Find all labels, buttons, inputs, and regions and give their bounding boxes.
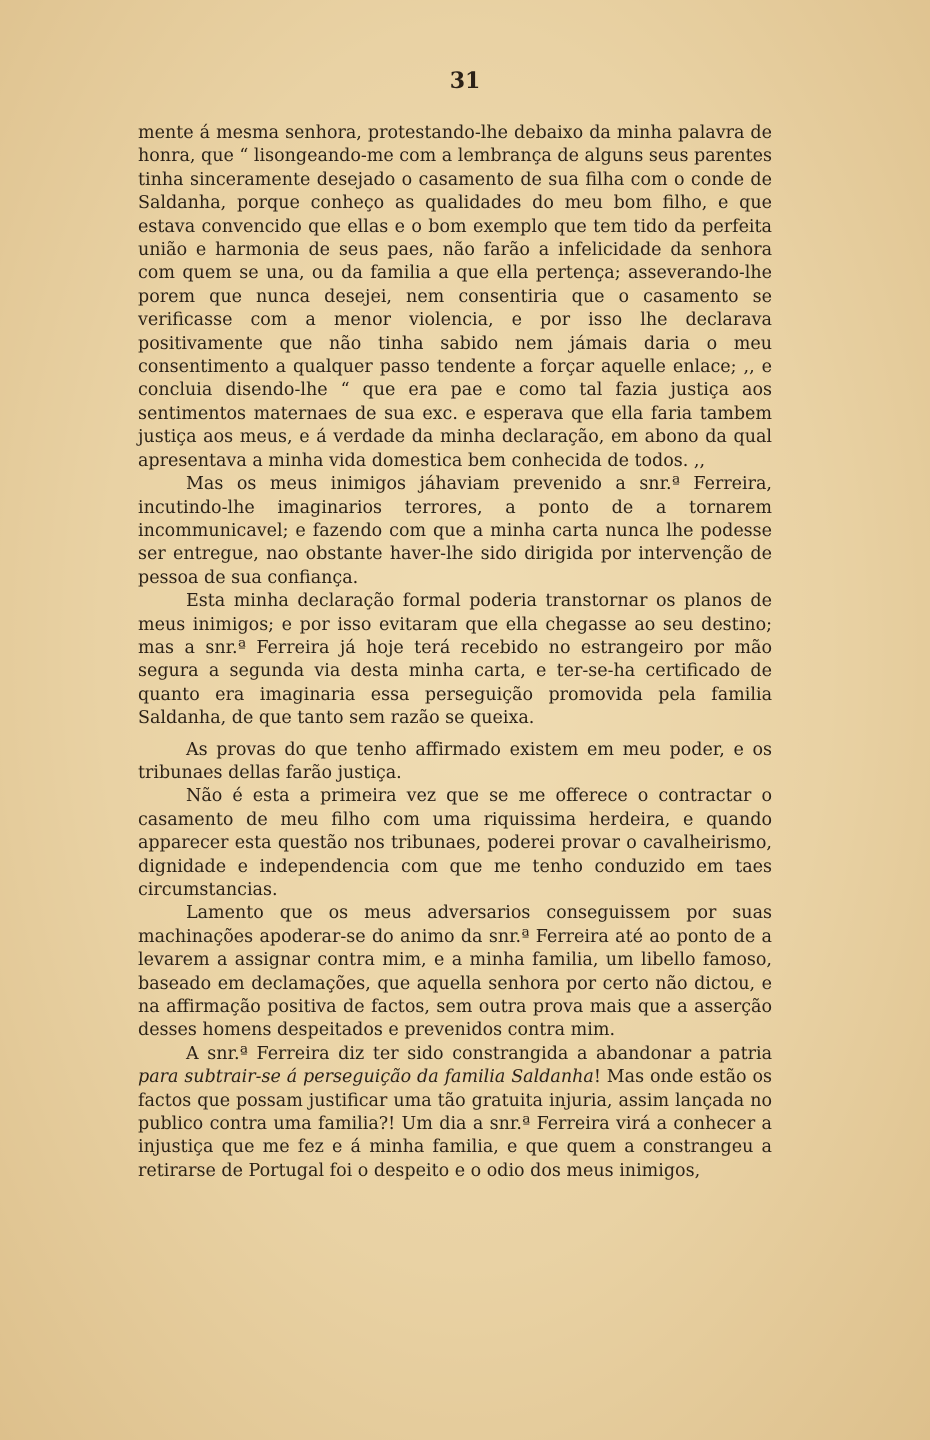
paragraph-5: Não é esta a primeira vez que se me offerece o contractar o casamento de meu filho com uma riquissima herdeira, e quando apparecer esta questão nos tribunaes, poderei provar o cavalheirismo, dignidade e independencia com que me tenho conduzido em taes circumstancias. <box>138 786 772 900</box>
paragraph-7-start: A snr.ª Ferreira diz ter sido constrangida a abandonar a patria <box>186 1043 772 1064</box>
paragraph-6: Lamento que os meus adversarios conseguissem por suas machinações apoderar-se do animo da snr.ª Ferreira até ao ponto de a levarem a assignar contra mim, e a minha familia, um libello famoso, baseado em declamações, que aquella senhora por certo não dictou, e na affirmação positiva de factos, sem outra prova mais que a asserção desses homens despeitados e prevenidos contra mim. <box>138 903 772 1041</box>
body-text <box>138 122 772 1183</box>
paragraph-2: Mas os meus inimigos jáhaviam prevenido a snr.ª Ferreira, incutindo-lhe imaginarios terrores, a ponto de a tornarem incommunicavel; e fazendo com que a minha carta nunca lhe podesse ser entregue, nao obstante haver-lhe sido dirigida por intervenção de pessoa de sua confiança. <box>138 474 772 588</box>
paragraph-7 <box>138 1043 772 1183</box>
page-number: 31 <box>449 68 481 94</box>
paragraph-3: Esta minha declaração formal poderia transtornar os planos de meus inimigos; e por isso evitaram que ella chegasse ao seu destino; mas a snr.ª Ferreira já hoje terá recebido no estrangeiro por mão segura a segunda via desta minha carta, e ter-se-ha certificado de quanto era imaginaria essa perseguição promovida pela familia Saldanha, de que tanto sem razão se queixa. <box>138 591 772 729</box>
paragraph-7-end: ! Mas onde estão os factos que possam justificar uma tão gratuita injuria, assim lançada no publico contra uma familia?! Um dia a snr.ª Ferreira virá a conhecer a injustiça que me fez e á minha familia, e que quem a constrangeu a retirarse de Portugal foi o despeito e o odio dos meus inimigos, <box>138 1067 772 1181</box>
paragraph-1: mente á mesma senhora, protestando-lhe debaixo da minha palavra de honra, que “ lisongeando-me com a lembrança de alguns seus parentes tinha sinceramente desejado o casamento de sua filha com o conde de Saldanha, porque conheço as qualidades do meu bom filho, e que estava convencido que ellas e o bom exemplo que tem tido da perfeita união e harmonia de seus paes, não farão a infelicidade da senhora com quem se una, ou da familia a que ella pertença; asseverando-lhe porem que nunca desejei, nem consentiria que o casamento se verificasse com a menor violencia, e por isso lhe declarava positivamente que não tinha sabido nem jámais daria o meu consentimento a qualquer passo tendente a forçar aquelle enlace; ,, e concluia disendo-lhe “ que era pae e como tal fazia justiça aos sentimentos maternaes de sua exc. e esperava que ella faria tambem justiça aos meus, e á verdade da minha declaração, em abono da qual apresentava a minha vida domestica bem conhecida de todos. ,, <box>138 123 773 471</box>
paragraph-7-italic: para subtrair-se á perseguição da familia Saldanha <box>138 1067 594 1088</box>
paragraph-4: As provas do que tenho affirmado existem em meu poder, e os tribunaes dellas farão justiça. <box>138 739 772 783</box>
